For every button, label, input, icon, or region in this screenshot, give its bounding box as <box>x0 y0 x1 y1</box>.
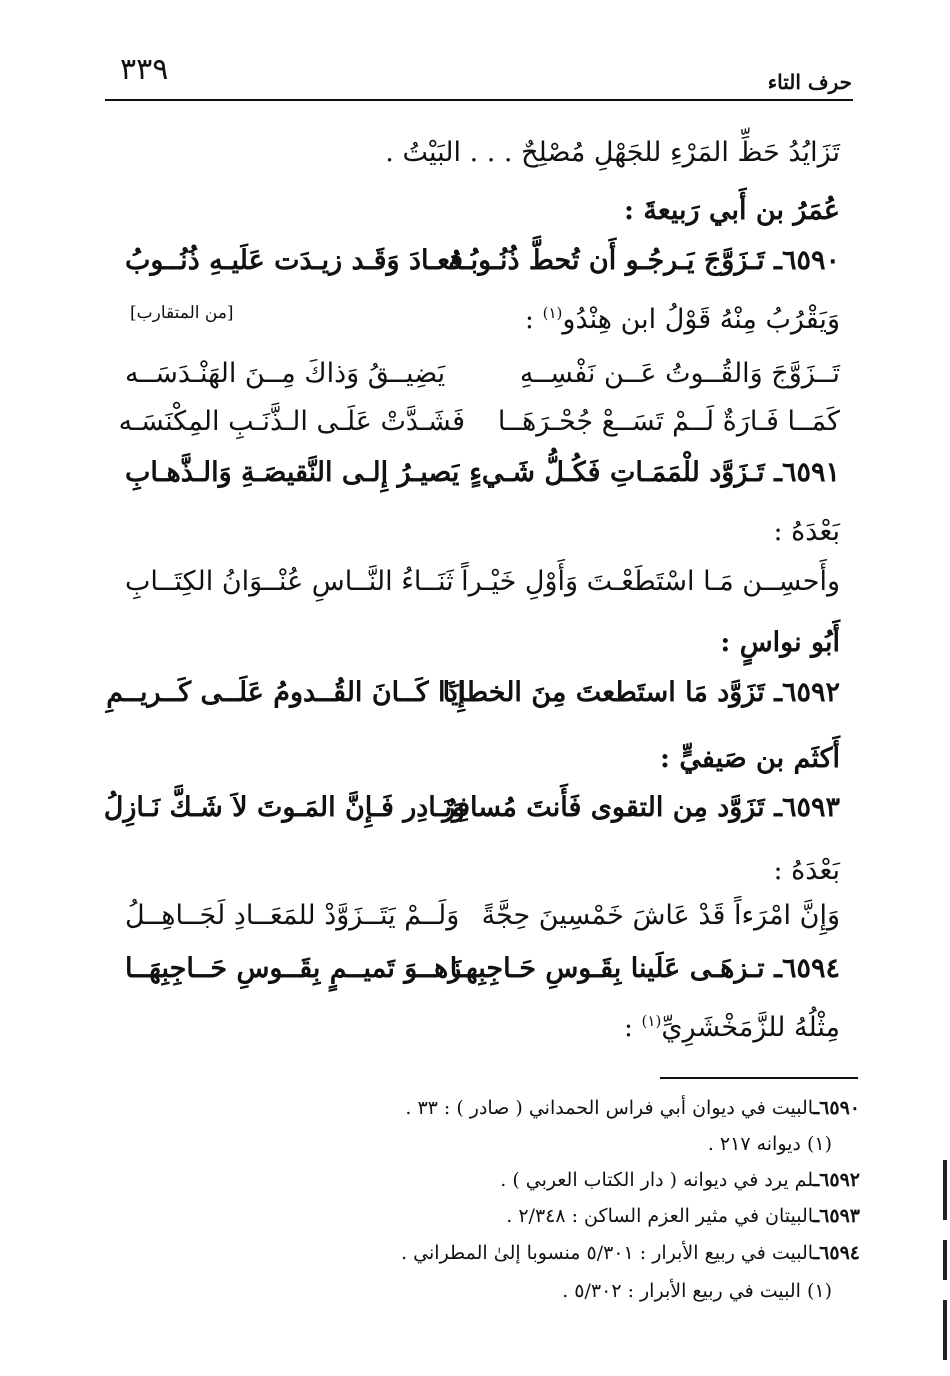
footnote-ref: (١) <box>641 1012 662 1030</box>
hemistich-first: كَمَــا فَـارَةٌ لَــمْ تَسَــعْ جُحْـرَهَــا <box>497 406 840 437</box>
footnote <box>100 1169 860 1191</box>
attribution: بَعْدَهُ : <box>773 855 840 886</box>
footnote-text: البيت في ربيع الأبرار : ٥/٣٠٢ . <box>562 1280 801 1302</box>
hemistich-first: تَــزَوَّجَ وَالقُــوتُ عَــن نَفْسِــهِ <box>519 358 840 389</box>
intro-colon: : <box>524 304 535 335</box>
footnote-text: لم يرد في ديوانه ( دار الكتاب العربي ) . <box>500 1169 814 1191</box>
footnote <box>100 1133 832 1155</box>
hemistich-second: فَشَـدَّتْ عَلَـى الـذَّنَـبِ المِكْنَسَـه <box>118 406 465 437</box>
attribution: عُمَرُ بن أَبي رَبيعةَ : <box>624 195 840 226</box>
footnote-text: البيت في ربيع الأبرار : ٥/٣٠١ منسوبا إلىٰ المطراني . <box>401 1242 814 1264</box>
verse <box>110 406 840 448</box>
header-rule <box>105 99 853 101</box>
footnote-text: البيتان في مثير العزم الساكن : ٢/٣٤٨ . <box>506 1205 814 1227</box>
verse-6591 <box>110 457 840 499</box>
hemistich-first: ٦٥٩٠ـ تَـزَوَّجَ يَـرجُـو أَن تُحطَّ ذُنُـوبُـهُ <box>448 245 840 276</box>
footnote-text: ديوانه ٢١٧ . <box>707 1133 801 1155</box>
footnote-number: ٦٥٩٤ـ <box>813 1242 860 1264</box>
footnote-ref: (١) <box>542 304 563 322</box>
hemistich-first: وأَحسِــن مَـا اسْتَطَعْـتَ وَأَوْلِ خَيْـراً <box>461 566 840 597</box>
footnote-number: (١) <box>806 1133 832 1155</box>
hemistich-second: وَبَـادِر فَـإِنَّ المَـوتَ لاَ شَـكَّ نَـازِلُ <box>103 792 465 823</box>
verse <box>110 900 840 942</box>
verse <box>110 566 840 608</box>
footnote-number: ٦٥٩٠ـ <box>813 1097 860 1119</box>
attribution: أَكثَم بن صَيفيٍّ : <box>660 743 840 774</box>
footnote <box>100 1097 860 1119</box>
verse-6594 <box>110 953 840 995</box>
intro-text: وَيَقْرُبُ مِنْهُ قَوْلُ ابن هِنْدُو <box>562 304 840 335</box>
page-number: ٣٣٩ <box>120 52 169 87</box>
text-line: تَزَايُدُ حَظِّ المَرْءِ للجَهْلِ مُصْلِحٌ . . . البَيْتُ . <box>385 137 840 168</box>
hemistich-second: وَلَــمْ يَتَــزَوَّدْ للمَعَــادِ لَجَــاهِــلُ <box>125 900 460 931</box>
scan-edge-mark <box>943 1160 947 1220</box>
footnote <box>100 1205 860 1227</box>
hemistich-second: زَهــوَ تَميــمٍ بِقَــوسِ حَــاجِبِهَــا <box>125 953 462 984</box>
intro-colon: : <box>623 1012 633 1043</box>
hemistich-second: يَصيـرُ إِلـى النَّقيصَـةِ وَالـذَّهـابِ <box>125 457 460 488</box>
footnote <box>100 1280 832 1302</box>
scan-edge-mark <box>943 1300 947 1360</box>
footnote <box>100 1242 860 1264</box>
verse-6593 <box>103 792 840 834</box>
hemistich-first: وَإِنَّ امْرَءاً قَدْ عَاشَ خَمْسِينَ حِجَّةً <box>481 900 840 931</box>
attribution: أَبُو نواسٍ : <box>720 627 840 658</box>
scan-edge-mark <box>943 1240 947 1280</box>
footnote-number: ٦٥٩٣ـ <box>813 1205 860 1227</box>
hemistich-second: يَضِيــقُ وَذاكَ مِــنَ الهَنْـدَسَــه <box>125 358 446 389</box>
hemistich-second: إِذَا كَــانَ القُــدومُ عَلَــى كَــريــمِ <box>106 677 465 708</box>
verse <box>110 358 840 400</box>
verse-6590 <box>110 245 840 287</box>
footnote-text: البيت في ديوان أبي فراس الحمداني ( صادر ) : ٣٣ . <box>405 1097 814 1119</box>
hemistich-first: ٦٥٩١ـ تَـزَوَّد للْمَمَـاتِ فَكُـلُّ شَـيءٍ <box>469 457 840 488</box>
chapter-title: حرف التاء <box>767 70 852 94</box>
hemistich-second: فعـادَ وَقَـد زيـدَت عَلَيـهِ ذُنُــوبُ <box>125 245 464 276</box>
hemistich-first: ٦٥٩٤ـ تـزهَـى عَلَينا بِقَـوسِ حَـاجِبِهـا <box>449 953 840 984</box>
hemistich-second: ثَنَــاءُ النَّــاسِ عُنْــوَانُ الكِتَــابِ <box>125 566 454 597</box>
intro-line <box>110 1012 840 1043</box>
hemistich-first: ٦٥٩٢ـ تَزَوَّد مَا استَطعتَ مِنَ الخطايَا <box>442 677 840 708</box>
verse-6592 <box>106 677 840 719</box>
footnote-number: ٦٥٩٢ـ <box>813 1169 860 1191</box>
intro-text: مِثْلُهُ للزَّمَخْشَرِيِّ <box>661 1012 840 1043</box>
hemistich-first: ٦٥٩٣ـ تَزَوَّد مِن التقوى فَأَنتَ مُسافِرٌ <box>442 792 840 823</box>
footnote-rule <box>660 1077 858 1079</box>
footnote-number: (١) <box>806 1280 832 1302</box>
meter-tag: [من المتقارب] <box>130 303 234 323</box>
attribution: بَعْدَهُ : <box>773 516 840 547</box>
